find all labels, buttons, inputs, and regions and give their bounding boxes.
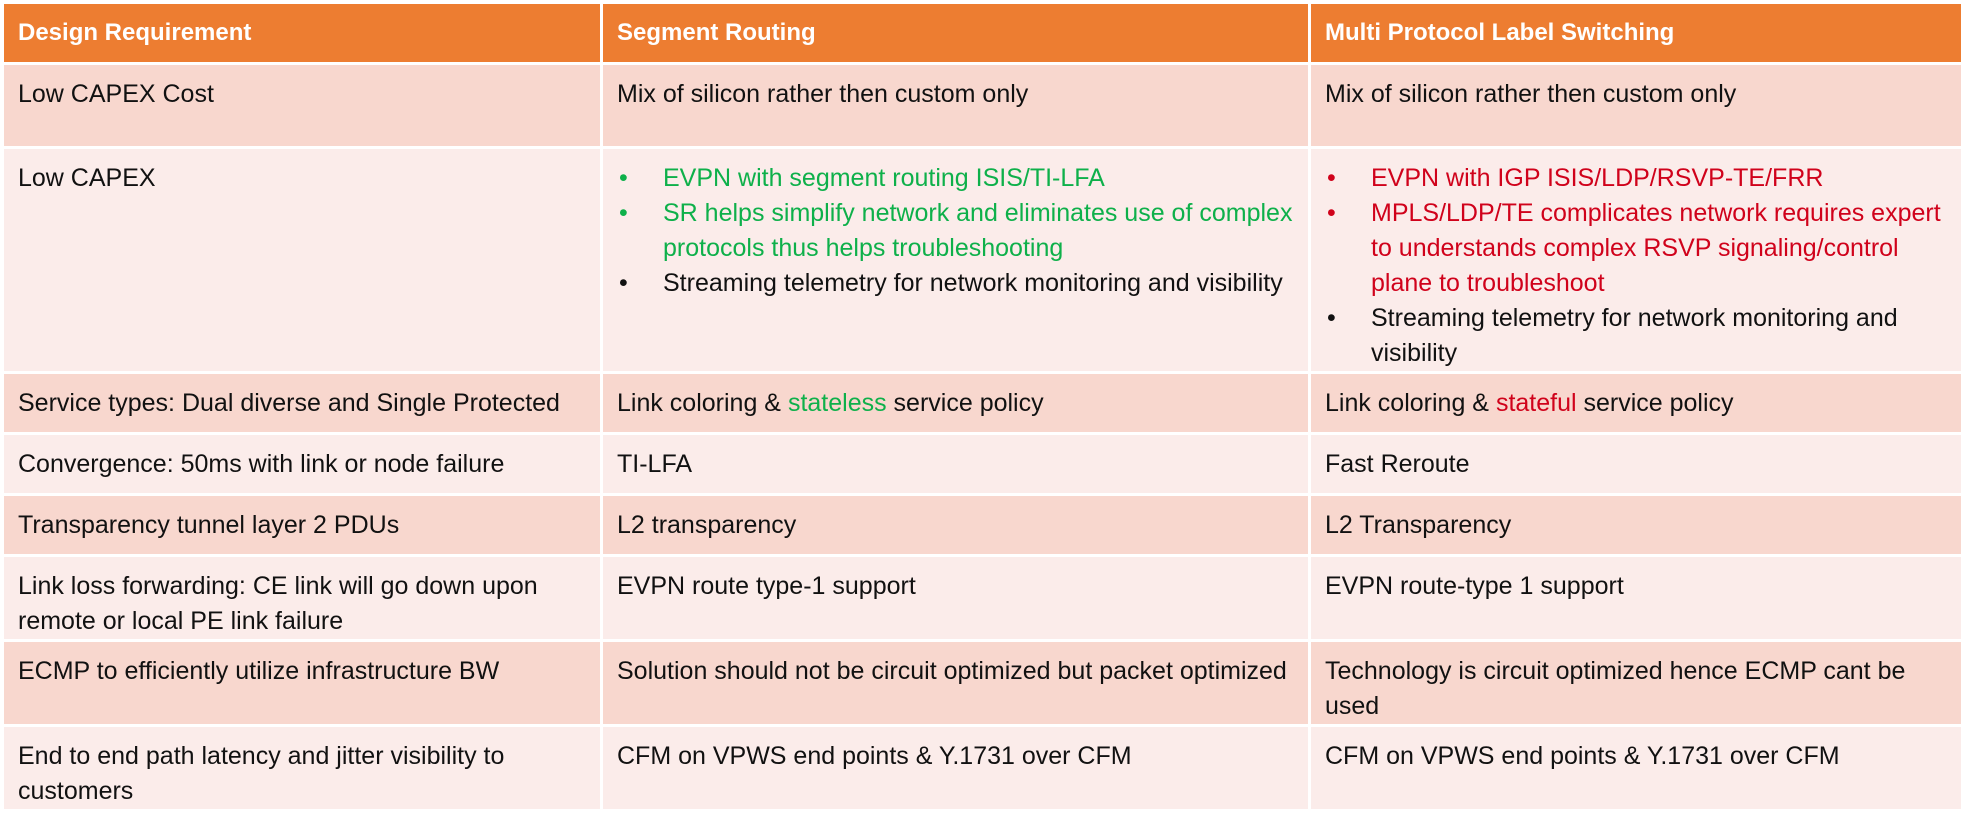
sr-cell — [602, 148, 1310, 373]
header-segment-routing: Segment Routing — [602, 3, 1310, 64]
comparison-table — [1, 1, 1964, 812]
list-item: • EVPN with segment routing ISIS/TI-LFA — [617, 161, 1294, 196]
mpls-cell: CFM on VPWS end points & Y.1731 over CFM — [1310, 726, 1963, 811]
table-row — [3, 641, 1963, 726]
sr-cell: CFM on VPWS end points & Y.1731 over CFM — [602, 726, 1310, 811]
sr-cell: Solution should not be circuit optimized but packet optimized — [602, 641, 1310, 726]
requirement-cell: Service types: Dual diverse and Single Protected — [3, 373, 602, 434]
sr-bullet-list — [617, 161, 1294, 301]
header-mpls: Multi Protocol Label Switching — [1310, 3, 1963, 64]
sr-highlight: stateless — [787, 389, 887, 417]
mpls-bullet-list — [1325, 161, 1947, 371]
sr-prefix: Link coloring & — [617, 389, 788, 417]
table-row — [3, 434, 1963, 495]
requirement-cell: Low CAPEX — [3, 148, 602, 373]
table-row — [3, 495, 1963, 556]
sr-cell: TI-LFA — [602, 434, 1310, 495]
requirement-cell: Low CAPEX Cost — [3, 64, 602, 148]
mpls-cell: EVPN route-type 1 support — [1310, 556, 1963, 641]
table-row — [3, 556, 1963, 641]
requirement-cell: End to end path latency and jitter visibility to customers — [3, 726, 602, 811]
mpls-cell: Fast Reroute — [1310, 434, 1963, 495]
mpls-cell: L2 Transparency — [1310, 495, 1963, 556]
requirement-cell: Convergence: 50ms with link or node failure — [3, 434, 602, 495]
mpls-suffix: service policy — [1576, 389, 1734, 417]
table-row — [3, 64, 1963, 148]
list-item: • Streaming telemetry for network monitoring and visibility — [617, 266, 1294, 301]
sr-cell: EVPN route type-1 support — [602, 556, 1310, 641]
mpls-cell: Technology is circuit optimized hence ECMP cant be used — [1310, 641, 1963, 726]
requirement-cell: Transparency tunnel layer 2 PDUs — [3, 495, 602, 556]
sr-cell: L2 transparency — [602, 495, 1310, 556]
list-item: • MPLS/LDP/TE complicates network requires expert to understands complex RSVP signaling/control plane to troubleshoot — [1325, 196, 1947, 301]
table-row — [3, 373, 1963, 434]
mpls-cell — [1310, 373, 1963, 434]
requirement-cell: Link loss forwarding: CE link will go down upon remote or local PE link failure — [3, 556, 602, 641]
list-item: • EVPN with IGP ISIS/LDP/RSVP-TE/FRR — [1325, 161, 1947, 196]
table-row — [3, 726, 1963, 811]
sr-cell: Mix of silicon rather then custom only — [602, 64, 1310, 148]
mpls-prefix: Link coloring & — [1325, 389, 1496, 417]
header-design-requirement: Design Requirement — [3, 3, 602, 64]
sr-suffix: service policy — [886, 389, 1044, 417]
list-item: • Streaming telemetry for network monitoring and visibility — [1325, 301, 1947, 371]
list-item: • SR helps simplify network and eliminates use of complex protocols thus helps troubleshooting — [617, 196, 1294, 266]
requirement-cell: ECMP to efficiently utilize infrastructure BW — [3, 641, 602, 726]
table-row — [3, 148, 1963, 373]
mpls-cell: Mix of silicon rather then custom only — [1310, 64, 1963, 148]
mpls-highlight: stateful — [1495, 389, 1577, 417]
mpls-cell — [1310, 148, 1963, 373]
sr-cell — [602, 373, 1310, 434]
header-row — [3, 3, 1963, 64]
